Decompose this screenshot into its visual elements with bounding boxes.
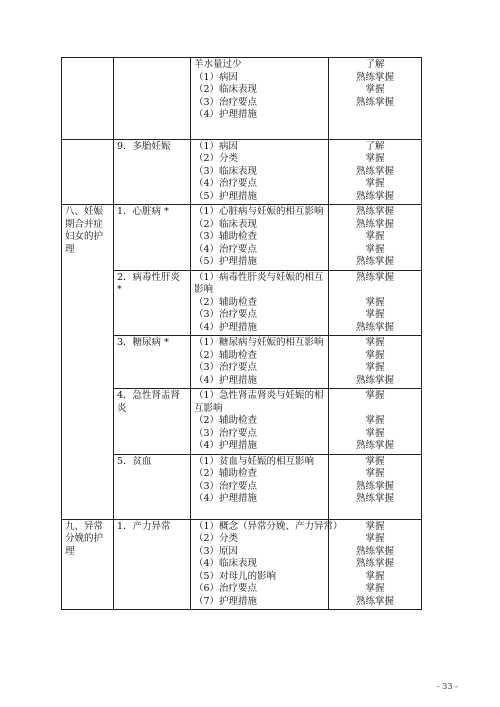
content-line: （3）辅助检查 [194,231,258,242]
content-line: （5）护理措施 [194,256,258,267]
content-line: （5）对母儿的影响 [194,570,277,582]
requirement-level: 熟练掌握 [355,256,394,267]
content-line: （2）辅助检查 [194,349,258,361]
content-cell [191,519,343,610]
content-cell [191,389,329,455]
requirement-level: 掌握 [365,570,385,582]
requirement-level: 熟练掌握 [355,374,394,386]
content-line: （4）护理措施 [194,321,258,333]
requirement-cell [329,389,422,455]
content-line: （3）治疗要点 [194,362,258,373]
topic-cell: 4．急性肾盂肾炎 [114,389,191,455]
requirement-level: 熟练掌握 [355,595,394,607]
requirement-level: 掌握 [365,337,385,348]
requirement-level: 熟练掌握 [355,206,394,217]
topic-cell: 2．病毒性肝炎 * [114,270,191,336]
requirement-level: 熟练掌握 [355,71,394,83]
content-line: （1）心脏病与妊娠的相互影响 [194,206,324,217]
requirement-level: 掌握 [365,455,385,467]
requirement-level: 掌握 [365,349,385,361]
content-line: （3）治疗要点 [194,309,258,320]
content-line: （2）临床表现 [194,218,258,230]
topic-cell [114,58,191,140]
content-line: （1）糖尿病与妊娠的相互影响 [194,337,324,348]
content-cell [191,454,329,519]
requirement-cell [329,270,422,336]
requirement-level: 掌握 [365,583,385,594]
requirement-level: 熟练掌握 [355,271,394,283]
requirement-level: 掌握 [365,362,385,373]
content-line: （2）临床表现 [194,84,258,95]
requirement-cell [329,139,422,205]
syllabus-row [62,270,422,336]
requirement-level: 掌握 [365,231,385,242]
content-line: （4）临床表现 [194,558,258,569]
content-line: （4）护理措施 [194,493,258,504]
requirement-level: 熟练掌握 [355,96,394,108]
requirement-level: 掌握 [365,533,385,544]
requirement-level: 掌握 [365,427,385,439]
content-line: （3）原因 [194,545,239,557]
page-number: - 33 - [437,682,458,691]
content-line: 羊水量过少 [194,59,242,70]
requirement-level: 熟练掌握 [355,545,394,557]
content-line: （4）治疗要点 [194,178,258,189]
section-cell: 九、异常分娩的护理 [62,519,114,610]
content-cell [191,270,329,336]
requirement-level: 掌握 [365,468,385,479]
syllabus-row [62,389,422,455]
requirement-level: 了解 [365,59,385,70]
content-line: （1）病因 [194,140,239,152]
content-line: （2）分类 [194,533,239,544]
requirement-level: 熟练掌握 [355,165,394,177]
requirement-level: 了解 [365,140,385,152]
requirement-level: 熟练掌握 [355,480,394,492]
content-cell [191,58,329,140]
content-line: （7）护理措施 [194,595,258,607]
requirement-level: 掌握 [365,296,385,308]
requirement-level: 熟练掌握 [355,558,394,569]
content-line: （4）护理措施 [194,374,258,386]
content-line: （4）治疗要点 [194,243,258,255]
content-line: （3）治疗要点 [194,480,258,492]
syllabus-row [62,139,422,205]
content-line: （1）概念（异常分娩、产力异常） [194,520,343,532]
requirement-level: 掌握 [365,390,385,401]
content-cell [191,205,329,271]
section-cell [62,58,114,140]
content-line: （1）病毒性肝炎与妊娠的相互影响 [194,271,324,295]
topic-cell: 1．产力异常 [114,519,191,610]
content-line: （2）辅助检查 [194,468,258,479]
content-line: （1）急性肾盂肾炎与妊娠的相互影响 [194,390,324,414]
requirement-level: 掌握 [365,415,385,426]
syllabus-row [62,205,422,271]
content-cell [191,139,329,205]
content-line: （1）贫血与妊娠的相互影响 [194,455,315,467]
syllabus-row [62,58,422,140]
requirement-level: 掌握 [365,520,385,532]
syllabus-row [62,519,422,610]
requirement-level: 掌握 [365,243,385,255]
syllabus-row [62,336,422,389]
content-line: （2）分类 [194,153,239,164]
requirement-level: 熟练掌握 [355,218,394,230]
requirement-level: 熟练掌握 [355,493,394,504]
requirement-level: 掌握 [365,153,385,164]
section-cell: 八、妊娠期合并症妇女的护理 [62,205,114,520]
content-line: （4）护理措施 [194,440,258,451]
content-line: （4）护理措施 [194,109,258,120]
requirement-cell [329,58,422,140]
requirement-level: 掌握 [365,309,385,320]
topic-cell: 3．糖尿病 * [114,336,191,389]
content-line: （3）临床表现 [194,165,258,177]
section-cell [62,139,114,205]
content-line: （3）治疗要点 [194,427,258,439]
requirement-level: 掌握 [365,84,385,95]
content-line: （6）治疗要点 [194,583,258,594]
content-cell [191,336,329,389]
requirement-cell [329,454,422,519]
topic-cell: 9．多胎妊娠 [114,139,191,205]
requirement-level: 熟练掌握 [355,440,394,451]
syllabus-table [61,57,422,610]
content-line: （2）辅助检查 [194,296,258,308]
requirement-cell [329,519,422,610]
requirement-level: 熟练掌握 [355,321,394,333]
content-line: （2）辅助检查 [194,415,258,426]
topic-cell: 1．心脏病 * [114,205,191,271]
requirement-cell [329,205,422,271]
content-line: （3）治疗要点 [194,96,258,108]
content-line: （5）护理措施 [194,190,258,202]
syllabus-row [62,454,422,519]
requirement-cell [329,336,422,389]
requirement-level: 熟练掌握 [355,190,394,202]
topic-cell: 5．贫血 [114,454,191,519]
content-line: （1）病因 [194,71,239,83]
requirement-level: 掌握 [365,178,385,189]
